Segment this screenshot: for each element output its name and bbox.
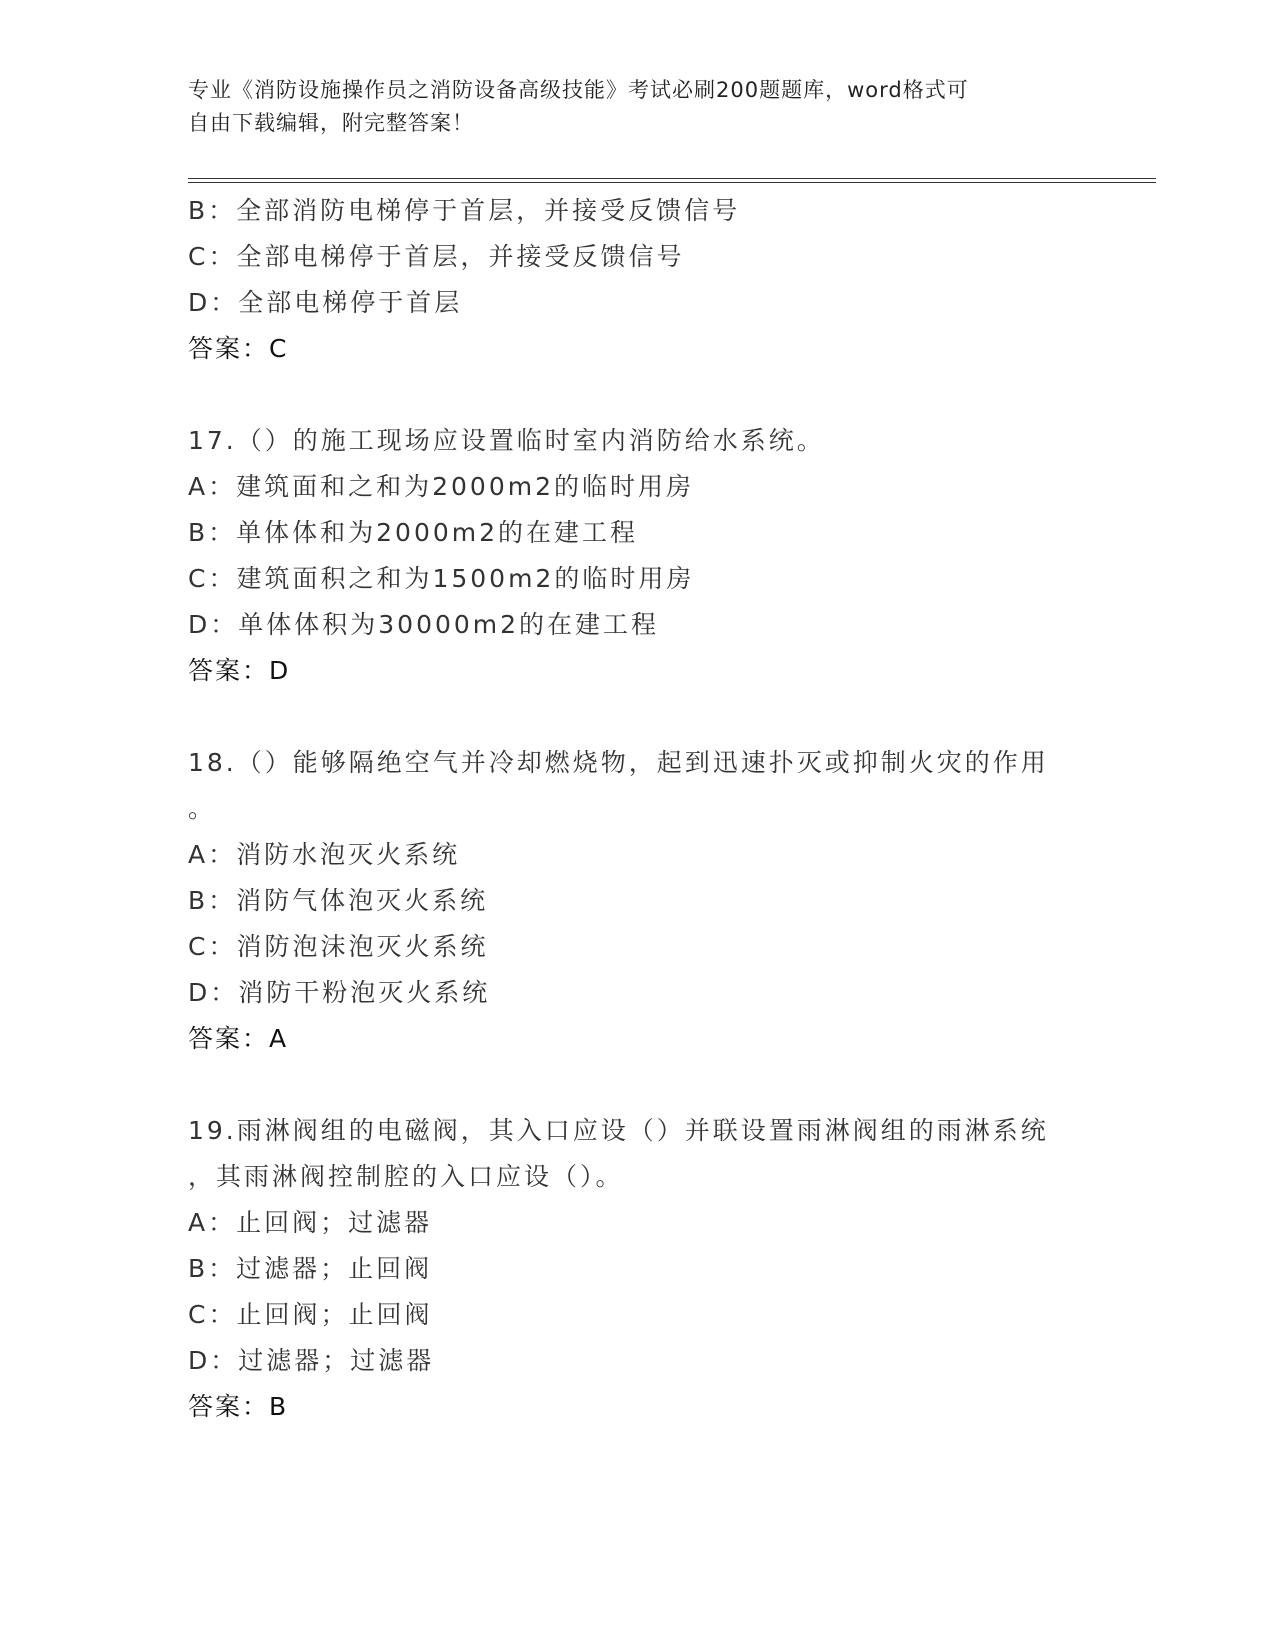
question-16-tail: [188, 188, 1088, 372]
option-a: A：建筑面和之和为2000m2的临时用房: [188, 472, 694, 501]
option-c: C：全部电梯停于首层，并接受反馈信号: [188, 242, 685, 271]
option-c: C：消防泡沫泡灭火系统: [188, 932, 489, 961]
spacer: [188, 1062, 1088, 1108]
option-b: B：过滤器；止回阀: [188, 1254, 433, 1283]
question-19: [188, 1108, 1088, 1430]
question-18: [188, 740, 1088, 1062]
option-b: B：全部消防电梯停于首层，并接受反馈信号: [188, 196, 741, 225]
option-c: C：止回阀；止回阀: [188, 1300, 433, 1329]
option-a: A：止回阀；过滤器: [188, 1208, 433, 1237]
page-header: [188, 74, 1068, 140]
option-c: C：建筑面积之和为1500m2的临时用房: [188, 564, 695, 593]
option-a: A：消防水泡灭火系统: [188, 840, 461, 869]
header-line-2: 自由下载编辑，附完整答案！: [188, 111, 474, 135]
answer: 答案：C: [188, 334, 289, 363]
option-b: B：单体体和为2000m2的在建工程: [188, 518, 639, 547]
spacer: [188, 372, 1088, 418]
option-d: D：全部电梯停于首层: [188, 288, 463, 317]
answer: 答案：B: [188, 1392, 289, 1421]
option-d: D：单体体积为30000m2的在建工程: [188, 610, 660, 639]
option-d: D：消防干粉泡灭火系统: [188, 978, 491, 1007]
header-divider: [188, 178, 1156, 183]
answer: 答案：D: [188, 656, 291, 685]
question-content: [188, 188, 1088, 1430]
header-line-1: 专业《消防设施操作员之消防设备高级技能》考试必刷200题题库，word格式可: [188, 78, 969, 102]
option-b: B：消防气体泡灭火系统: [188, 886, 489, 915]
spacer: [188, 694, 1088, 740]
question-17: [188, 418, 1088, 694]
answer: 答案：A: [188, 1024, 289, 1053]
question-stem: 17.（）的施工现场应设置临时室内消防给水系统。: [188, 426, 825, 455]
question-stem: 19.雨淋阀组的电磁阀，其入口应设（）并联设置雨淋阀组的雨淋系统: [188, 1116, 1049, 1145]
question-stem-continued: 。: [188, 794, 217, 823]
question-stem-continued: ，其雨淋阀控制腔的入口应设（）。: [188, 1162, 624, 1191]
option-d: D：过滤器；过滤器: [188, 1346, 435, 1375]
question-stem: 18.（）能够隔绝空气并冷却燃烧物，起到迅速扑灭或抑制火灾的作用: [188, 748, 1049, 777]
